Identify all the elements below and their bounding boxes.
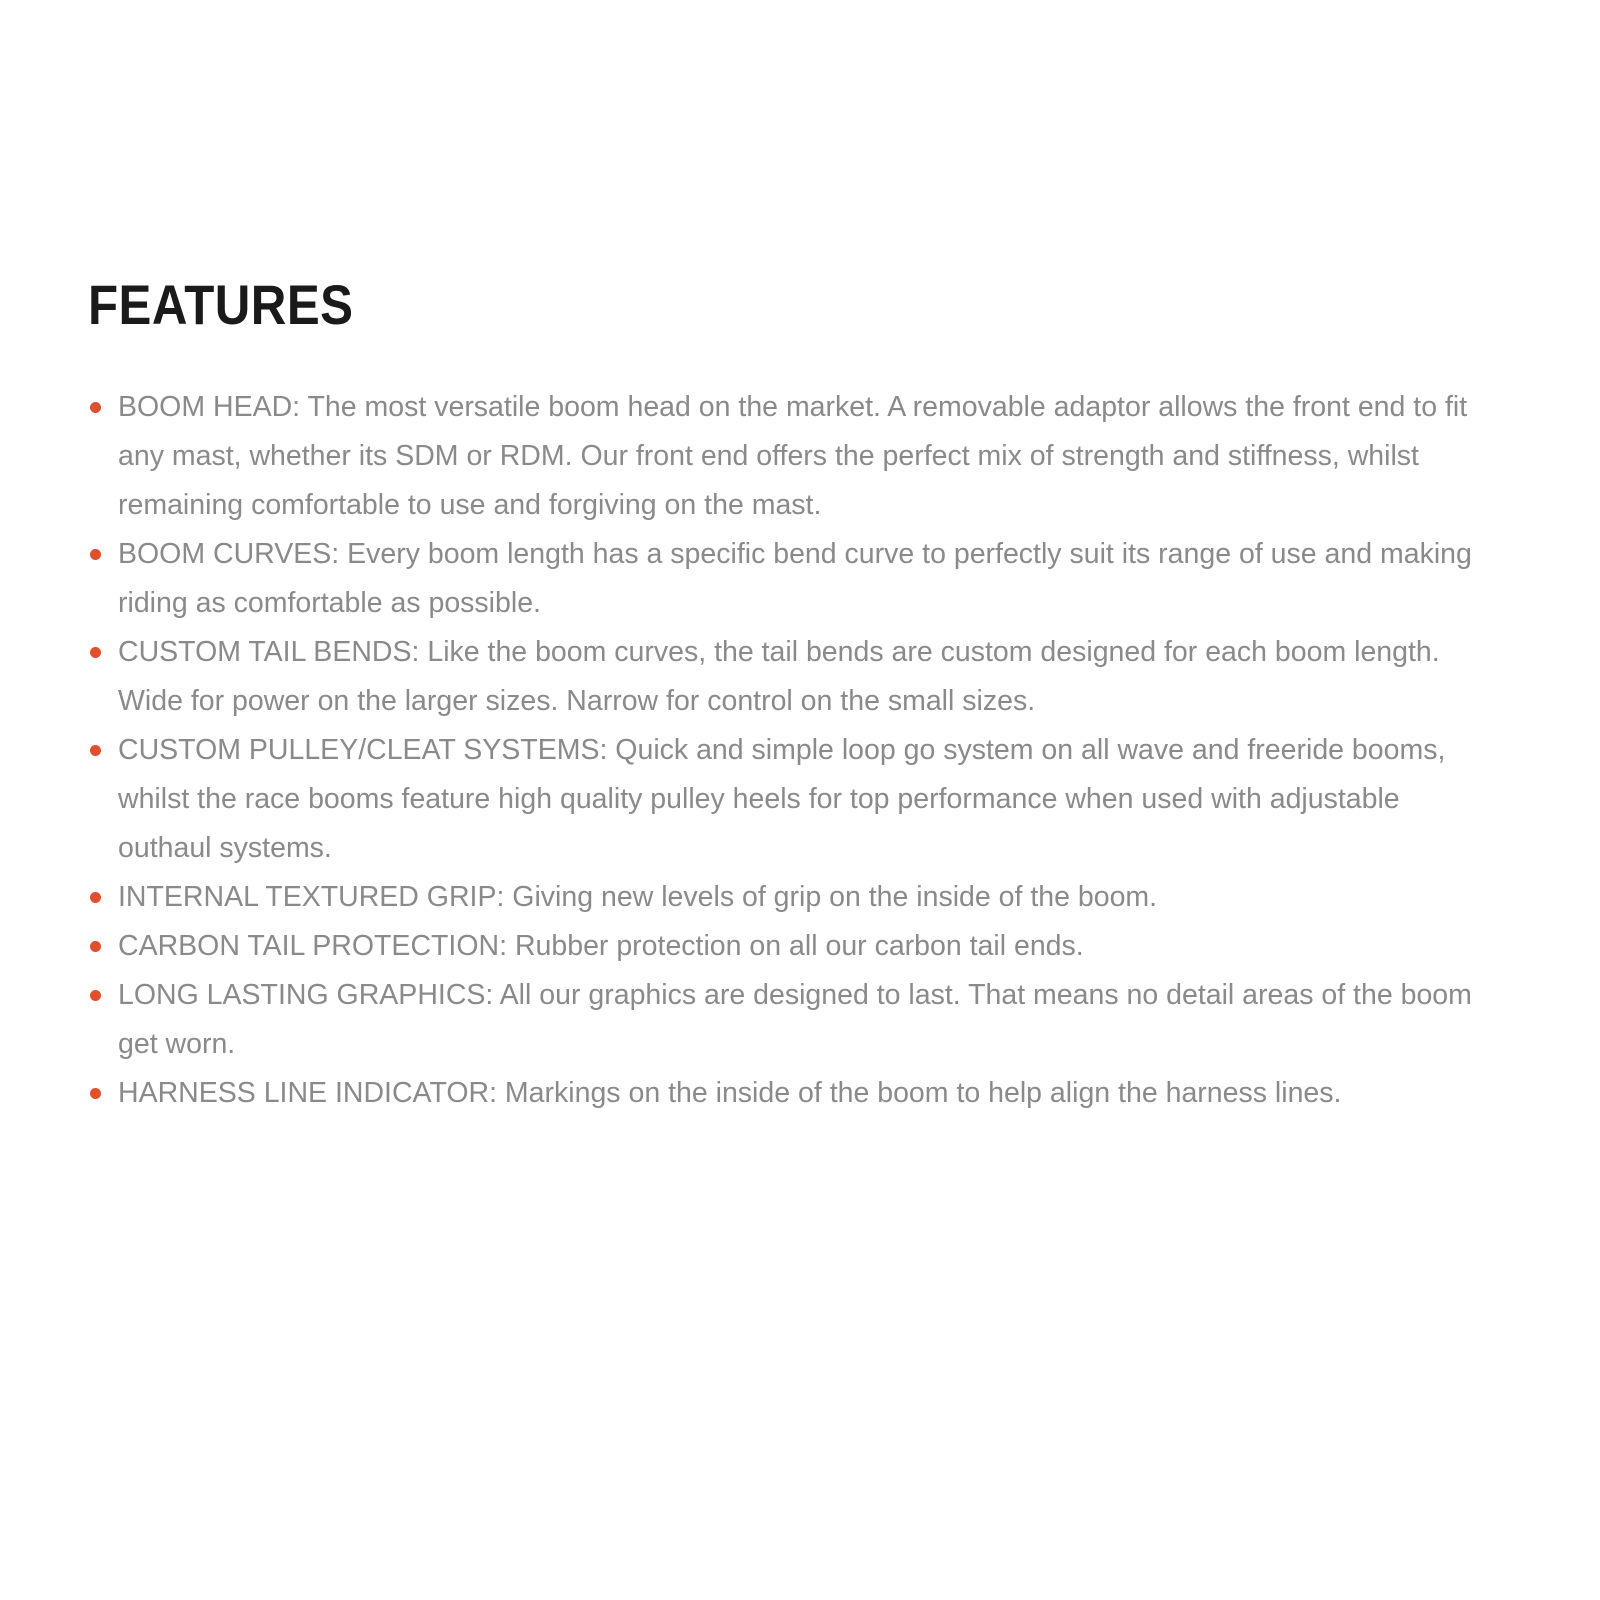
bullet-icon [90, 1088, 101, 1099]
feature-text: HARNESS LINE INDICATOR: Markings on the inside of the boom to help align the harness lines. [118, 1077, 1342, 1109]
feature-item [88, 1069, 1488, 1118]
bullet-icon [90, 745, 101, 756]
feature-item [88, 530, 1488, 628]
feature-item [88, 383, 1488, 530]
feature-text: BOOM CURVES: Every boom length has a specific bend curve to perfectly suit its range of use and making riding as comfortable as possible. [118, 538, 1472, 619]
feature-text: CUSTOM TAIL BENDS: Like the boom curves, the tail bends are custom designed for each boom length. Wide for power on the larger sizes. Narrow for control on the small sizes. [118, 636, 1440, 717]
feature-text: INTERNAL TEXTURED GRIP: Giving new levels of grip on the inside of the boom. [118, 881, 1158, 913]
features-list [88, 383, 1488, 1118]
feature-item [88, 971, 1488, 1069]
feature-item [88, 922, 1488, 971]
bullet-icon [90, 990, 101, 1001]
bullet-icon [90, 647, 101, 658]
bullet-icon [90, 549, 101, 560]
bullet-icon [90, 892, 101, 903]
feature-text: LONG LASTING GRAPHICS: All our graphics are designed to last. That means no detail areas of the boom get worn. [118, 979, 1472, 1060]
feature-text: CUSTOM PULLEY/CLEAT SYSTEMS: Quick and simple loop go system on all wave and freeride booms, whilst the race booms feature high quality pulley heels for top performance when used with adjustable outhaul systems. [118, 734, 1446, 864]
page-title: FEATURES [88, 273, 354, 336]
feature-item [88, 726, 1488, 873]
feature-text: BOOM HEAD: The most versatile boom head on the market. A removable adaptor allows the front end to fit any mast, whether its SDM or RDM. Our front end offers the perfect mix of strength and stiffness, whilst remaining comfortable to use and forgiving on the mast. [118, 391, 1468, 521]
bullet-icon [90, 402, 101, 413]
feature-item [88, 873, 1488, 922]
feature-text: CARBON TAIL PROTECTION: Rubber protection on all our carbon tail ends. [118, 930, 1084, 962]
bullet-icon [90, 941, 101, 952]
feature-item [88, 628, 1488, 726]
